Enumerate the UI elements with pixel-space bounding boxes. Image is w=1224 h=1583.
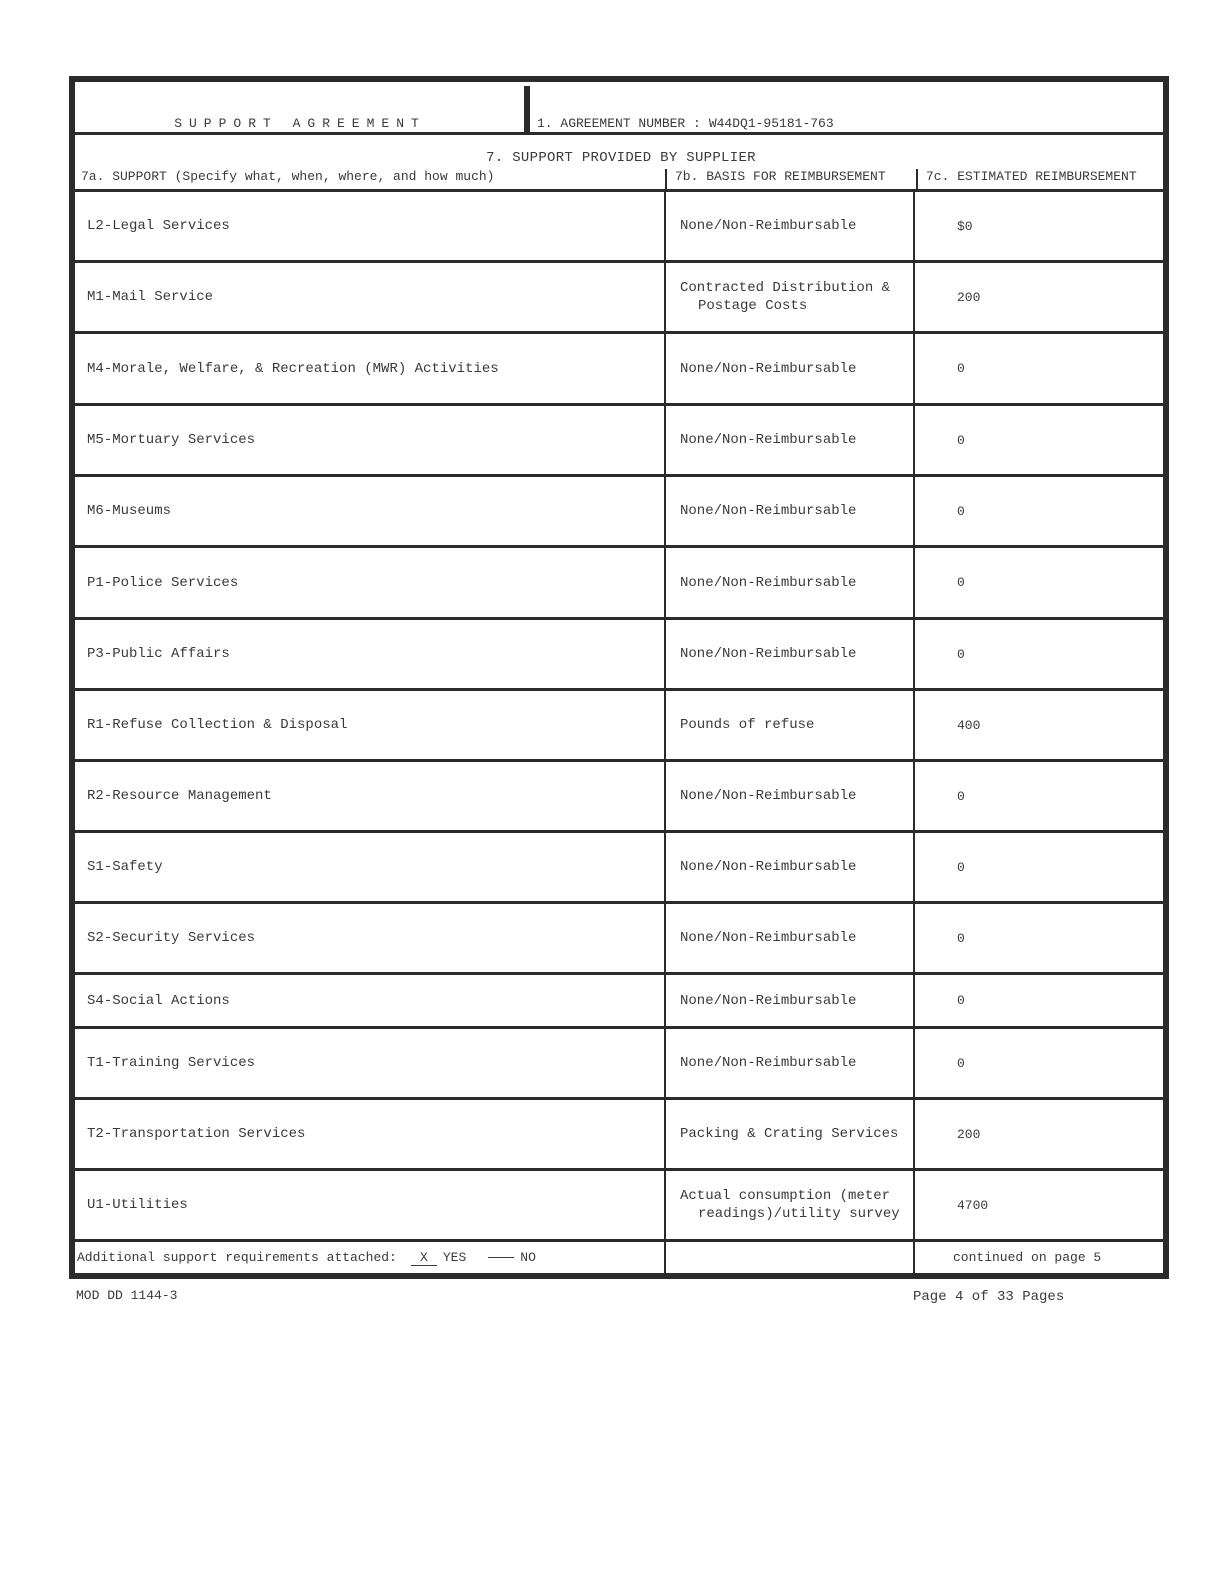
support-cell: M5-Mortuary Services: [87, 432, 256, 448]
no-mark: [488, 1257, 514, 1258]
yes-label: YES: [442, 1250, 467, 1265]
support-cell: U1-Utilities: [87, 1197, 188, 1213]
form-title: SUPPORT AGREEMENT: [174, 115, 426, 131]
form-id: MOD DD 1144-3: [76, 1288, 178, 1303]
estimate-cell: 200: [957, 1126, 981, 1142]
estimate-cell: 0: [957, 361, 965, 376]
basis-cell: [664, 548, 915, 617]
basis-cell: [664, 762, 915, 830]
basis-cell: [664, 1171, 915, 1239]
support-cell: R2-Resource Management: [87, 788, 272, 804]
estimate-cell: 0: [957, 788, 965, 804]
additional-support: [75, 1242, 664, 1273]
basis-cell: [664, 620, 915, 688]
basis-cell: [664, 975, 915, 1026]
basis-line-1: Actual consumption (meter: [680, 1188, 891, 1204]
page-number: Page 4 of 33 Pages: [913, 1289, 1065, 1305]
table-row: [75, 691, 1163, 762]
basis-cell: [664, 263, 915, 331]
basis-line-1: None/Non-Reimbursable: [680, 432, 857, 448]
header-divider: [524, 86, 530, 132]
table-row: [75, 762, 1163, 833]
table-row: [75, 263, 1163, 334]
basis-line-2: readings)/utility survey: [698, 1206, 900, 1222]
additional-support-label: Additional support requirements attached:: [77, 1250, 397, 1265]
table-row: [75, 975, 1163, 1029]
footer-basis-cell: [664, 1242, 915, 1273]
support-cell: R1-Refuse Collection & Disposal: [87, 717, 348, 733]
support-cell: S2-Security Services: [87, 930, 256, 946]
basis-line-1: None/Non-Reimbursable: [680, 930, 857, 946]
basis-cell: [664, 1029, 915, 1097]
estimate-cell: 4700: [957, 1197, 989, 1213]
basis-cell: [664, 334, 915, 403]
table-row: [75, 406, 1163, 477]
support-cell: T2-Transportation Services: [87, 1126, 306, 1142]
basis-cell: [664, 691, 915, 759]
basis-line-1: Contracted Distribution &: [680, 280, 891, 296]
table-row: [75, 192, 1163, 263]
table-row: [75, 620, 1163, 691]
support-cell: L2-Legal Services: [87, 218, 230, 234]
support-cell: S4-Social Actions: [87, 992, 230, 1009]
support-table: [75, 192, 1163, 1242]
table-row: [75, 548, 1163, 620]
estimate-cell: $0: [957, 218, 973, 234]
basis-line-1: None/Non-Reimbursable: [680, 574, 857, 591]
estimate-cell: 0: [957, 859, 965, 875]
agreement-number-label: 1. AGREEMENT NUMBER :: [537, 116, 701, 131]
table-row: [75, 1100, 1163, 1171]
estimate-cell: 200: [957, 289, 981, 305]
table-row: [75, 904, 1163, 975]
basis-line-1: None/Non-Reimbursable: [680, 646, 857, 662]
footer-row: [75, 1242, 1163, 1273]
basis-cell: [664, 833, 915, 901]
basis-cell: [664, 904, 915, 972]
support-cell: M6-Museums: [87, 503, 172, 519]
basis-line-1: Packing & Crating Services: [680, 1126, 899, 1142]
basis-line-1: None/Non-Reimbursable: [680, 859, 857, 875]
basis-line-1: None/Non-Reimbursable: [680, 788, 857, 804]
section-header: [75, 138, 1163, 192]
estimate-cell: 0: [957, 432, 965, 448]
column-header-estimate: 7c. ESTIMATED REIMBURSEMENT: [916, 169, 1137, 189]
estimate-cell: 0: [957, 646, 965, 662]
section-title: 7. SUPPORT PROVIDED BY SUPPLIER: [486, 150, 756, 166]
basis-line-1: None/Non-Reimbursable: [680, 360, 857, 377]
column-header-basis: 7b. BASIS FOR REIMBURSEMENT: [665, 169, 886, 189]
estimate-cell: 0: [957, 1055, 965, 1071]
basis-cell: [664, 477, 915, 545]
basis-line-1: None/Non-Reimbursable: [680, 503, 857, 519]
estimate-cell: 0: [957, 993, 965, 1008]
basis-cell: [664, 406, 915, 474]
table-row: [75, 477, 1163, 548]
estimate-cell: 0: [957, 575, 965, 590]
support-cell: S1-Safety: [87, 859, 163, 875]
table-row: [75, 334, 1163, 406]
basis-line-1: None/Non-Reimbursable: [680, 218, 857, 234]
support-cell: M4-Morale, Welfare, & Recreation (MWR) Activities: [87, 360, 499, 377]
table-row: [75, 1029, 1163, 1100]
no-label: NO: [520, 1250, 536, 1265]
support-agreement-form: [69, 76, 1169, 1279]
basis-line-1: None/Non-Reimbursable: [680, 992, 857, 1009]
support-cell: M1-Mail Service: [87, 289, 214, 305]
column-header-support: 7a. SUPPORT (Specify what, when, where, and how much): [81, 169, 495, 184]
estimate-cell: 0: [957, 930, 965, 946]
basis-cell: [664, 192, 915, 260]
basis-line-2: Postage Costs: [698, 298, 808, 314]
support-cell: T1-Training Services: [87, 1055, 256, 1071]
support-cell: P1-Police Services: [87, 574, 239, 591]
estimate-cell: 400: [957, 717, 981, 733]
table-row: [75, 1171, 1163, 1242]
agreement-number-value: W44DQ1-95181-763: [708, 116, 834, 131]
basis-cell: [664, 1100, 915, 1168]
table-row: [75, 833, 1163, 904]
basis-line-1: Pounds of refuse: [680, 717, 815, 733]
continued-note: continued on page 5: [953, 1250, 1102, 1265]
yes-mark: X: [411, 1250, 437, 1266]
support-cell: P3-Public Affairs: [87, 646, 230, 662]
agreement-number: [537, 116, 834, 131]
estimate-cell: 0: [957, 503, 965, 519]
basis-line-1: None/Non-Reimbursable: [680, 1055, 857, 1071]
form-header: [75, 82, 1163, 135]
